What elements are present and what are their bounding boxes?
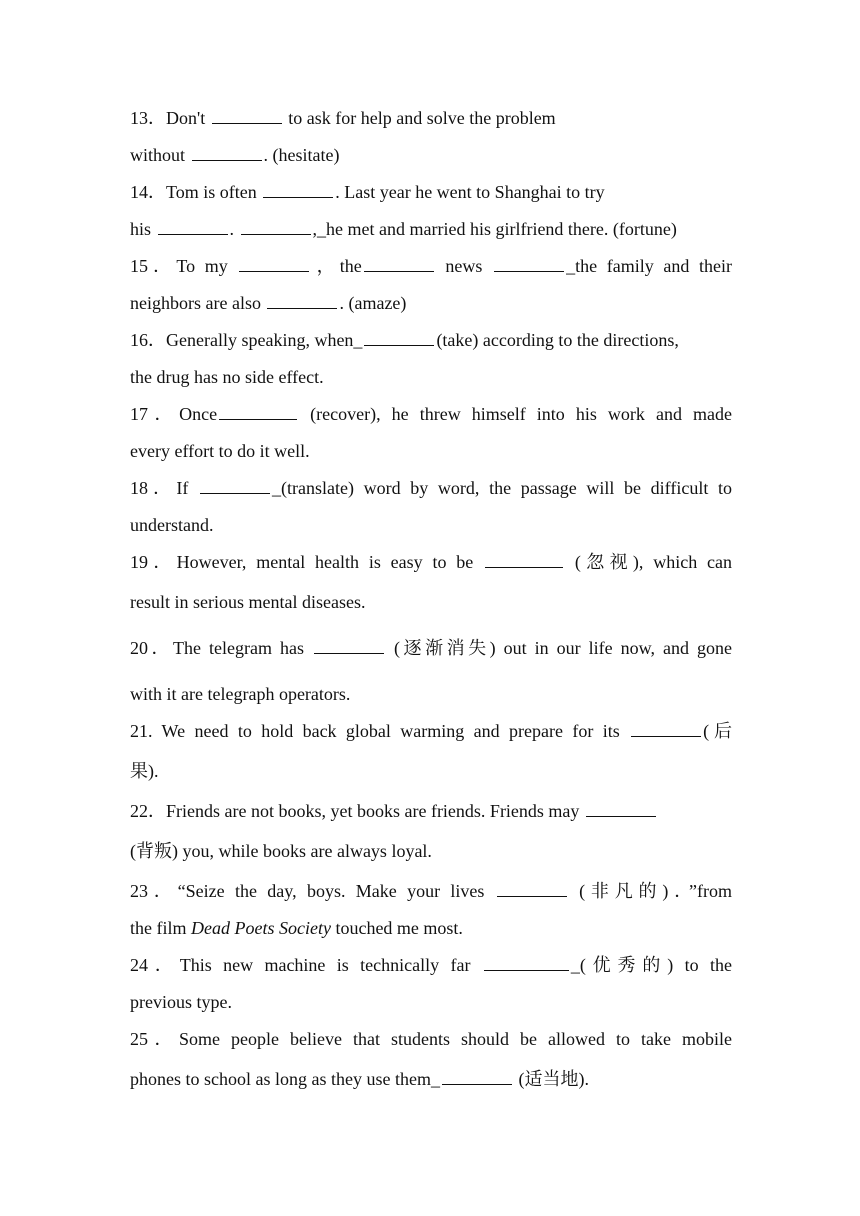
answer-blank[interactable] bbox=[485, 549, 563, 568]
question-number: 16． bbox=[130, 330, 166, 350]
answer-blank[interactable] bbox=[631, 718, 701, 737]
q16-line1: 16．Generally speaking, when_ (take) according to the directions, bbox=[130, 325, 732, 362]
q15-line2: neighbors are also . (amaze) bbox=[130, 288, 732, 325]
question-number: 22． bbox=[130, 801, 166, 821]
q18-line1: 18．If _(translate) word by word, the passage will be difficult to bbox=[130, 473, 732, 510]
question-number: 24． bbox=[130, 955, 180, 975]
q19-line1: 19．However, mental health is easy to be (忽视), which can bbox=[130, 547, 732, 587]
q25-line1: 25．Some people believe that students should be allowed to take mobile bbox=[130, 1029, 733, 1049]
q21-line1: 21. We need to hold back global warming and prepare for its (后 bbox=[130, 716, 732, 756]
answer-blank[interactable] bbox=[200, 475, 270, 494]
answer-blank[interactable] bbox=[158, 216, 228, 235]
question-number: 13． bbox=[130, 108, 166, 128]
answer-blank[interactable] bbox=[192, 142, 262, 161]
answer-blank[interactable] bbox=[497, 878, 567, 897]
q13-line1: 13．Don't to ask for help and solve the problem bbox=[130, 103, 732, 140]
question-number: 14． bbox=[130, 182, 166, 202]
question-number: 19． bbox=[130, 552, 177, 572]
q14-line2: his . ,_he met and married his girlfriend there. (fortune) bbox=[130, 214, 732, 251]
q17-line2: every effort to do it well. bbox=[130, 441, 310, 461]
answer-blank[interactable] bbox=[586, 798, 656, 817]
q24-line2: previous type. bbox=[130, 992, 232, 1012]
q22-line2: (背叛) you, while books are always loyal. bbox=[130, 841, 432, 861]
q18-line2: understand. bbox=[130, 515, 214, 535]
q13-line2: without . (hesitate) bbox=[130, 140, 732, 177]
q22-line1: 22．Friends are not books, yet books are friends. Friends may bbox=[130, 796, 732, 836]
answer-blank[interactable] bbox=[267, 290, 337, 309]
answer-blank[interactable] bbox=[484, 952, 569, 971]
answer-blank[interactable] bbox=[219, 401, 297, 420]
answer-blank[interactable] bbox=[241, 216, 311, 235]
q21-line2: 果). bbox=[130, 761, 159, 781]
exercise-sheet bbox=[130, 103, 732, 1101]
q19-line2: result in serious mental diseases. bbox=[130, 592, 366, 612]
question-number: 15． bbox=[130, 256, 177, 276]
film-title: Dead Poets Society bbox=[191, 918, 331, 938]
answer-blank[interactable] bbox=[239, 253, 309, 272]
q23-line1: 23．“Seize the day, boys. Make your lives (非凡的)．”from bbox=[130, 876, 732, 913]
q24-line1: 24．This new machine is technically far _(优秀的) to the bbox=[130, 950, 732, 987]
answer-blank[interactable] bbox=[314, 635, 384, 654]
q25-line2: phones to school as long as they use them_ (适当地). bbox=[130, 1064, 732, 1101]
answer-blank[interactable] bbox=[494, 253, 564, 272]
answer-blank[interactable] bbox=[263, 179, 333, 198]
q14-line1: 14．Tom is often . Last year he went to Shanghai to try bbox=[130, 177, 732, 214]
answer-blank[interactable] bbox=[364, 253, 434, 272]
q23-line2: the film Dead Poets Society touched me most. bbox=[130, 918, 463, 938]
q20-line2: with it are telegraph operators. bbox=[130, 684, 351, 704]
question-number: 17． bbox=[130, 404, 180, 424]
answer-blank[interactable] bbox=[212, 105, 282, 124]
question-number: 20． bbox=[130, 638, 174, 658]
answer-blank[interactable] bbox=[364, 327, 434, 346]
answer-blank[interactable] bbox=[442, 1066, 512, 1085]
q16-line2: the drug has no side effect. bbox=[130, 367, 324, 387]
question-number: 23． bbox=[130, 881, 178, 901]
question-number: 18． bbox=[130, 478, 177, 498]
q17-line1: 17．Once (recover), he threw himself into his work and made bbox=[130, 399, 732, 436]
q20-line1: 20．The telegram has (逐渐消失) out in our life now, and gone bbox=[130, 633, 732, 679]
question-number: 25． bbox=[130, 1029, 180, 1049]
q15-line1: 15．To my ，the news _the family and their bbox=[130, 251, 732, 288]
question-number: 21. bbox=[130, 721, 153, 741]
